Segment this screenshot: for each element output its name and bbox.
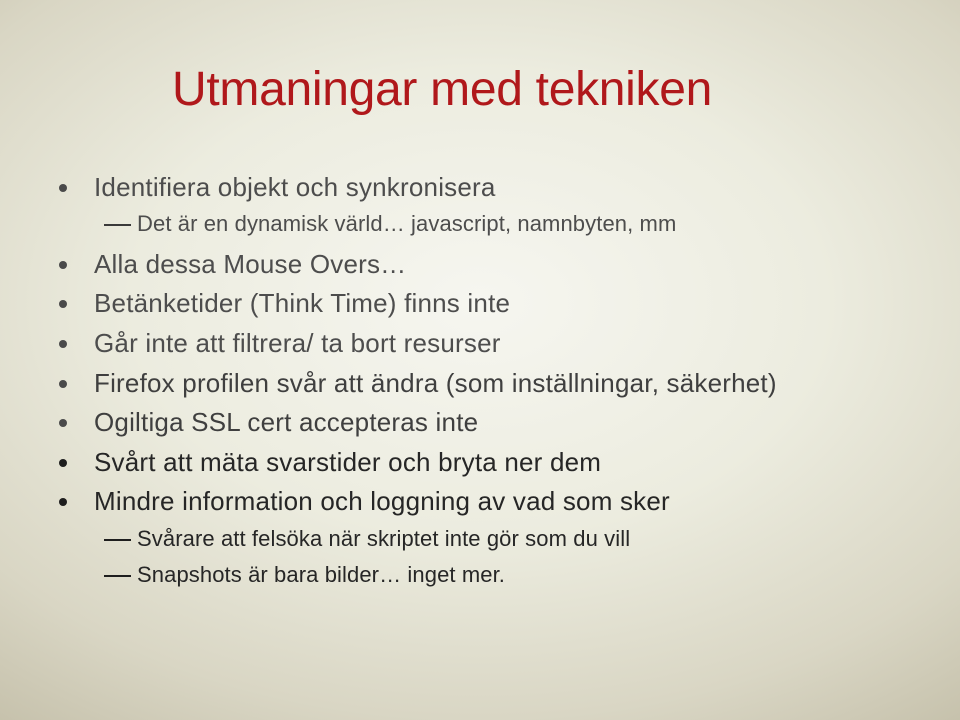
list-item-text: Betänketider (Think Time) finns inte [94, 288, 511, 318]
list-item [0, 326, 501, 360]
list-item-text: Svårt att mäta svarstider och bryta ner dem [94, 447, 602, 477]
list-item [0, 560, 505, 590]
list-item [0, 484, 670, 518]
bullet-dash-icon [104, 224, 131, 226]
bullet-dot-icon [59, 380, 67, 388]
bullet-dot-icon [59, 419, 67, 427]
bullet-dot-icon [59, 459, 67, 467]
list-item [0, 405, 478, 439]
list-item [0, 366, 777, 400]
bullet-dash-icon [104, 539, 131, 541]
list-item [0, 524, 630, 554]
bullet-dot-icon [59, 498, 67, 506]
list-item [0, 286, 510, 320]
bullet-dot-icon [59, 184, 67, 192]
list-item-text: Svårare att felsöka när skriptet inte gör som du vill [137, 526, 631, 551]
list-item [0, 247, 406, 281]
list-item-text: Mindre information och loggning av vad som sker [94, 486, 670, 516]
bullet-dot-icon [59, 261, 67, 269]
list-item [0, 445, 601, 479]
list-item-text: Går inte att filtrera/ ta bort resurser [94, 328, 501, 358]
list-item-text: Det är en dynamisk värld… javascript, namnbyten, mm [137, 211, 677, 236]
bullet-dash-icon [104, 575, 131, 577]
bullet-dot-icon [59, 340, 67, 348]
list-item-text: Ogiltiga SSL cert accepteras inte [94, 407, 479, 437]
list-item-text: Snapshots är bara bilder… inget mer. [137, 562, 506, 587]
list-item [0, 209, 676, 239]
list-item-text: Alla dessa Mouse Overs… [94, 249, 407, 279]
list-item-text: Identifiera objekt och synkronisera [94, 172, 496, 202]
list-item-text: Firefox profilen svår att ändra (som inställningar, säkerhet) [94, 368, 777, 398]
slide-title: Utmaningar med tekniken [172, 63, 713, 116]
list-item [0, 170, 496, 204]
bullet-dot-icon [59, 300, 67, 308]
